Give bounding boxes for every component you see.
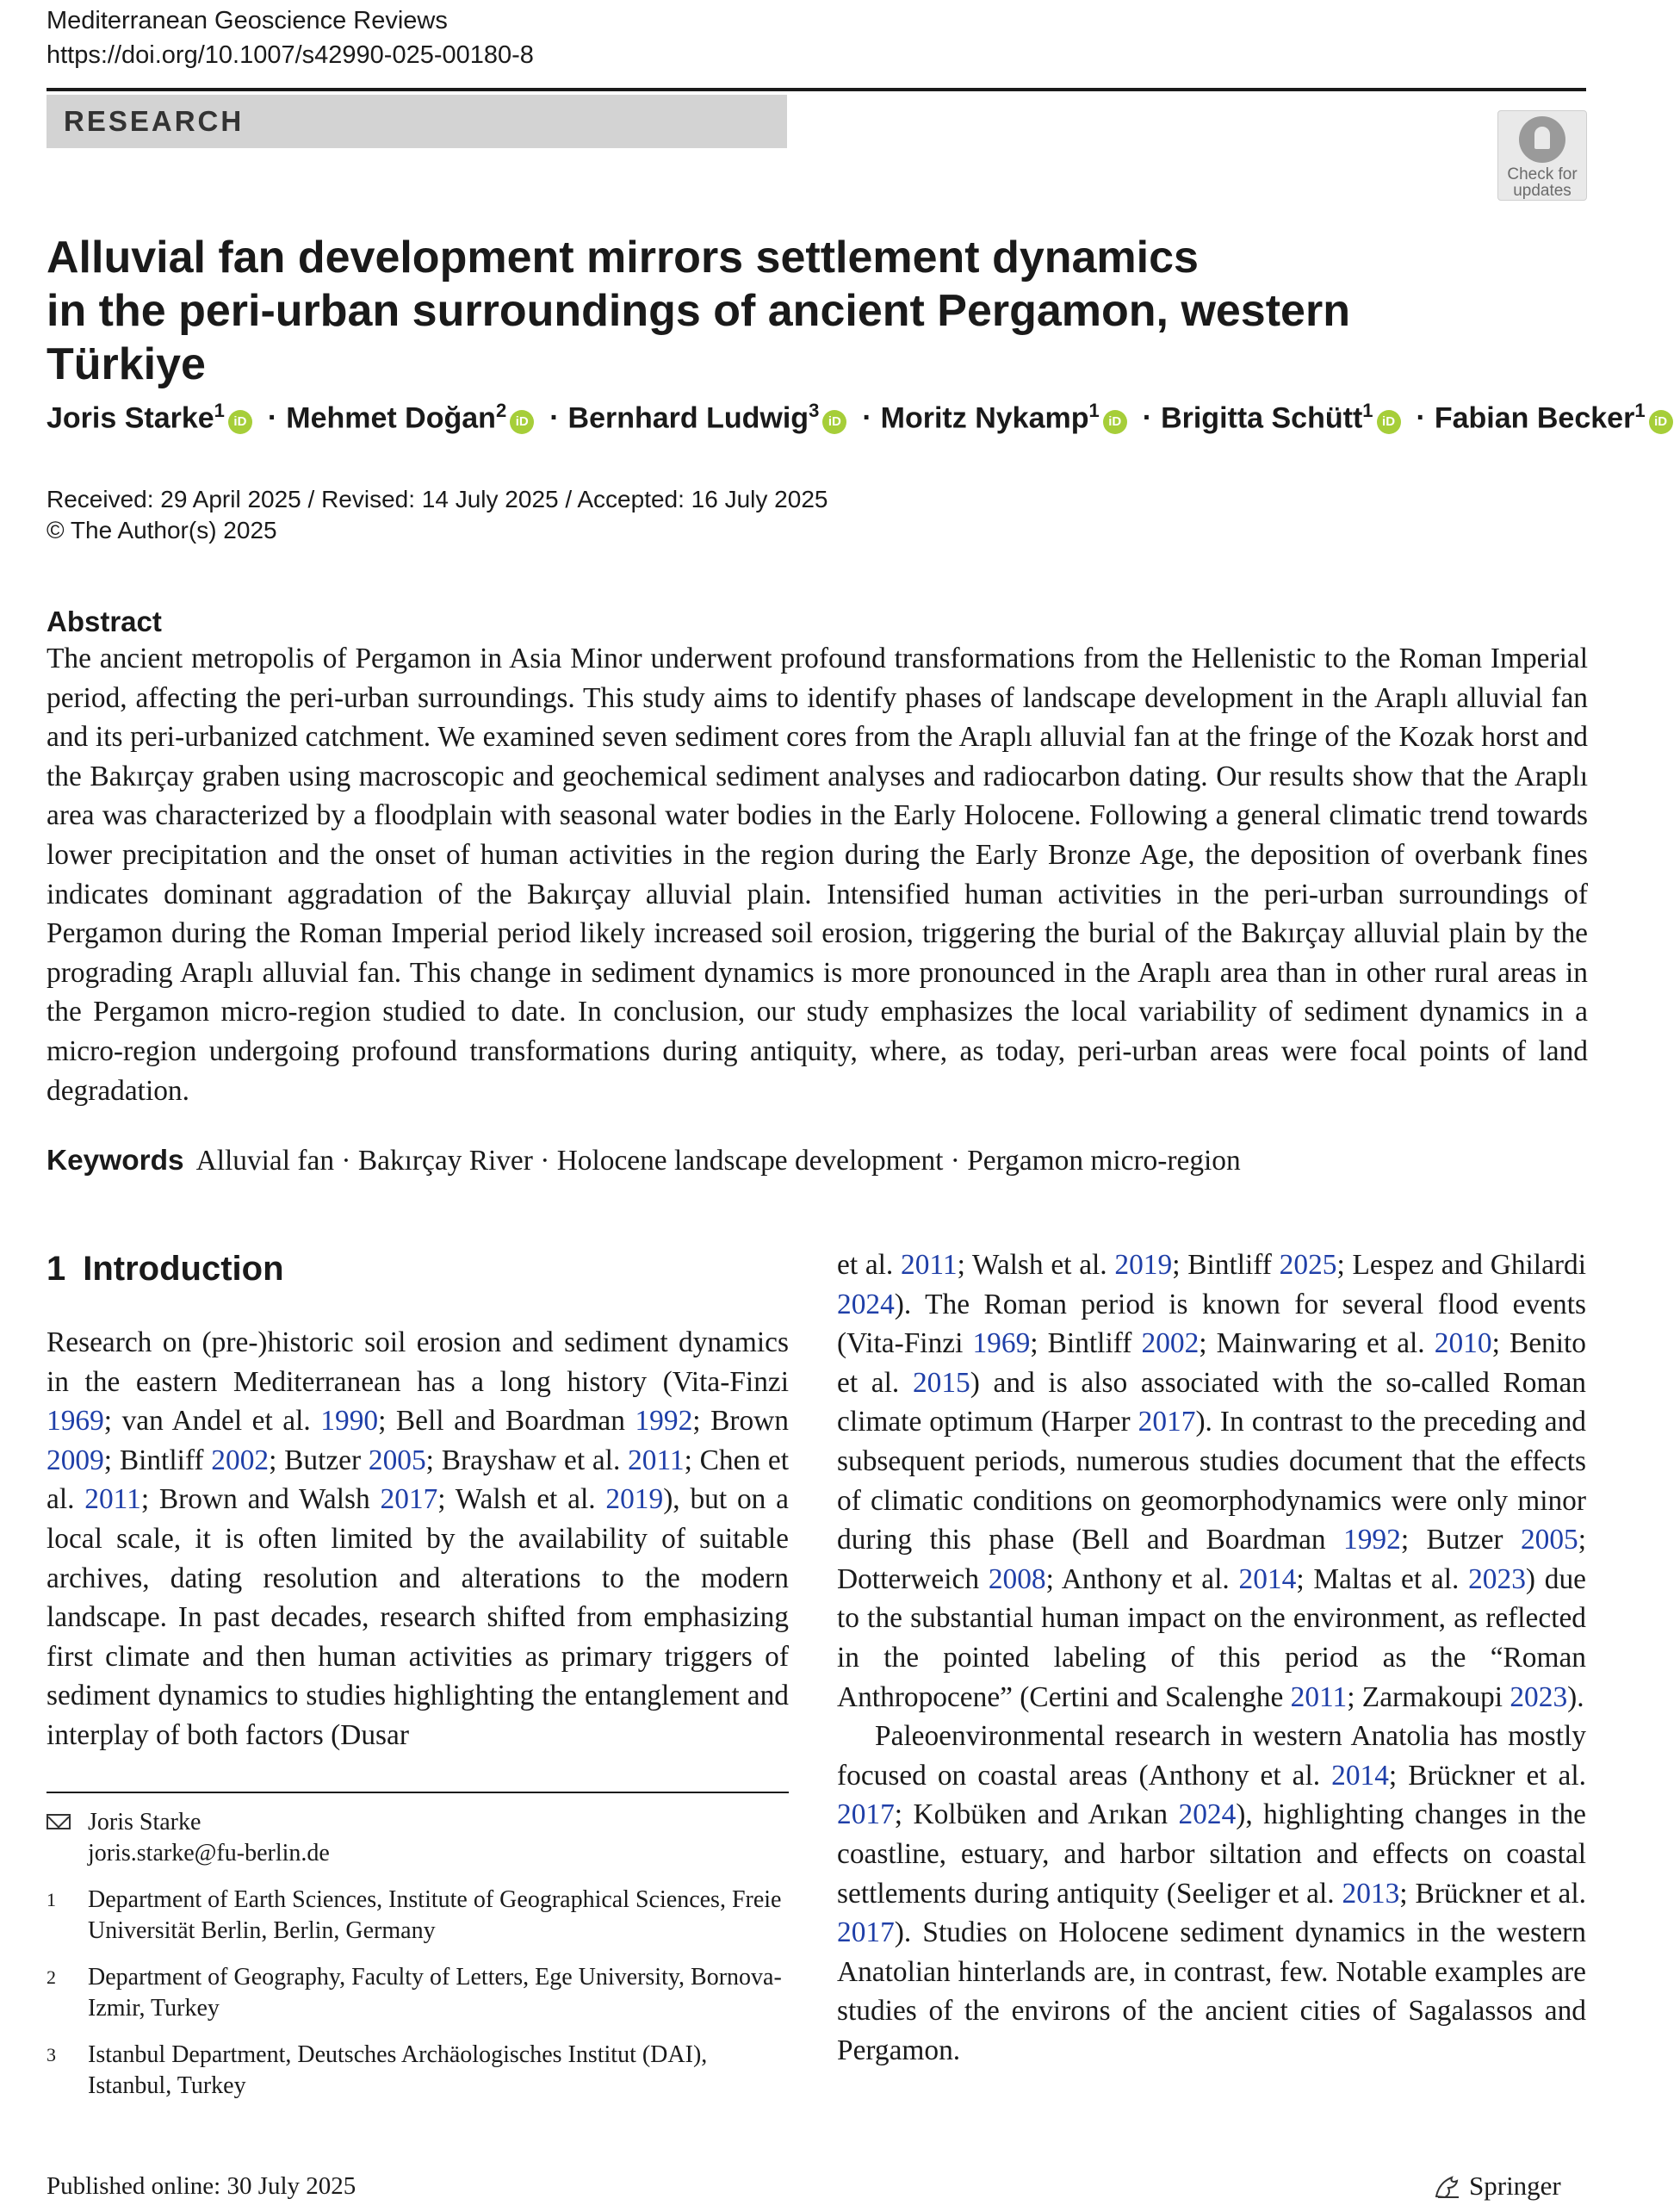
- affiliation-mark: 3: [46, 2044, 56, 2065]
- check-updates-label-1: Check for: [1507, 165, 1578, 183]
- affiliation-2: [46, 1962, 789, 2024]
- keywords-heading: Keywords: [46, 1145, 184, 1177]
- section-number: 1: [46, 1250, 66, 1288]
- affiliation-text: Istanbul Department, Deutsches Archäologisches Institut (DAI), Istanbul, Turkey: [88, 2041, 708, 2099]
- envelope-icon: [46, 1814, 71, 1829]
- section-label: RESEARCH: [64, 105, 245, 137]
- affiliation-text: Department of Earth Sciences, Institute of Geographical Sciences, Freie Universität Berlin, Berlin, Germany: [88, 1886, 782, 1944]
- article-title: [46, 231, 1510, 391]
- keywords: [46, 1142, 1588, 1180]
- footnote-rule: [46, 1792, 789, 1793]
- corresponding-author-email[interactable]: joris.starke@fu-berlin.de: [88, 1840, 330, 1866]
- author-name[interactable]: Joris Starke: [46, 401, 214, 435]
- affiliation-mark: 1: [46, 1889, 56, 1910]
- intro-paragraph-2: Paleoenvironmental research in western Anatolia has mostly focused on coastal areas (Anthony et al. 2014; Brückner et al. 2017; Kolbüken and Arıkan 2024), highlighting changes in the coastline, estuary, and harbor siltation and effects on coastal settlements during antiquity (Seeliger et al. 2013; Brückner et al. 2017). Studies on Holocene sediment dynamics in the western Anatolian hinterlands are, in contrast, few. Notable examples are studies of the environs of the ancient cities of Sagalassos and Pergamon.: [837, 1720, 1586, 2066]
- affiliation-text: Department of Geography, Faculty of Letters, Ege University, Bornova-Izmir, Turkey: [88, 1964, 782, 2022]
- author-affiliation-mark: 1: [214, 400, 225, 421]
- publisher-name: Springer: [1469, 2171, 1561, 2201]
- published-date: Published online: 30 July 2025: [46, 2172, 356, 2200]
- author-affiliation-mark: 1: [1088, 400, 1100, 421]
- check-for-updates-button[interactable]: [1497, 110, 1587, 201]
- title-line-1: Alluvial fan development mirrors settlement dynamics: [46, 233, 1199, 283]
- author-name[interactable]: Fabian Becker: [1434, 401, 1635, 435]
- orcid-icon[interactable]: iD: [822, 410, 846, 434]
- affiliation-mark: 2: [46, 1966, 56, 1988]
- springer-horse-icon: [1433, 2174, 1462, 2200]
- intro-paragraph-1: Research on (pre-)historic soil erosion and sediment dynamics in the eastern Mediterranean has a long history (Vita-Finzi 1969; van Andel et al. 1990; Bell and Boardman 1992; Brown 2009; Bintliff 2002; Butzer 2005; Brayshaw et al. 2011; Chen et al. 2011; Brown and Walsh 2017; Walsh et al. 2019), but on a local scale, it is often limited by the availability of suitable archives, dating resolution and alterations to the modern landscape. In past decades, research shifted from emphasizing first climate and then human activities as primary triggers of sediment dynamics to studies highlighting the entanglement and interplay of both factors (Dusar: [46, 1326, 789, 1751]
- author-list: Joris Starke$^1$iD · Mehmet Doğan$^2$iD · Bernhard Ludwig$^3$iD · Moritz Nykamp$^1$iD · Brigitta Schütt$^1$iD · Fabian Becker$^1$iD: [46, 389, 1596, 439]
- article-dates: Received: 29 April 2025 / Revised: 14 July 2025 / Accepted: 16 July 2025: [46, 486, 828, 512]
- author-affiliation-mark: 2: [495, 400, 507, 421]
- corresponding-author-name: Joris Starke: [88, 1809, 201, 1835]
- author-affiliation-mark: 1: [1362, 400, 1373, 421]
- author-affiliation-mark: 3: [809, 400, 820, 421]
- intro-paragraph-1-cont: et al. 2011; Walsh et al. 2019; Bintliff 2025; Lespez and Ghilardi 2024). The Roman period is known for several flood events (Vita-Finzi 1969; Bintliff 2002; Mainwaring et al. 2010; Benito et al. 2015) and is also associated with the so-called Roman climate optimum (Harper 2017). In contrast to the preceding and subsequent periods, numerous studies document that the effects of climatic conditions on geomorphodynamics were only minor during this phase (Bell and Boardman 1992; Butzer 2005; Dotterweich 2008; Anthony et al. 2014; Maltas et al. 2023) due to the substantial human impact on the environment, as reflected in the pointed labeling of this period as the “Roman Anthropocene” (Certini and Scalenghe 2011; Zarmakoupi 2023).: [837, 1249, 1587, 1713]
- orcid-icon[interactable]: iD: [1377, 410, 1401, 434]
- abstract-text: The ancient metropolis of Pergamon in Asia Minor underwent profound transformations from the Hellenistic to the Roman Imperial period, affecting the peri-urban surroundings. This study aims to identify phases of landscape development in the Araplı alluvial fan and its peri-urbanized catchment. We examined seven sediment cores from the Araplı alluvial fan at the fringe of the Kozak horst and the Bakırçay graben using macroscopic and geochemical sediment analyses and radiocarbon dating. Our results show that the Araplı area was characterized by a floodplain with seasonal water bodies in the Early Holocene. Following a general climatic trend towards lower precipitation and the onset of human activities in the region during the Early Bronze Age, the deposition of overbank fines indicates dominant aggradation of the Bakırçay alluvial plain. Intensified human activities in the peri-urban surroundings of Pergamon during the Roman Imperial period likely increased soil erosion, triggering the burial of the Bakırçay alluvial plain by the prograding Araplı alluvial fan. This change in sediment dynamics is more pronounced in the Araplı area than in other rural areas in the Pergamon micro-region studied to date. In conclusion, our study emphasizes the local variability of sediment dynamics in a micro-region undergoing profound transformations during antiquity, where, as today, peri-urban areas were focal points of land degradation.: [46, 643, 1588, 1107]
- copyright-notice: © The Author(s) 2025: [46, 517, 277, 543]
- doi-link[interactable]: https://doi.org/10.1007/s42990-025-00180-8: [46, 41, 534, 69]
- header-rule: [46, 88, 1586, 91]
- abstract-heading: Abstract: [46, 606, 162, 637]
- title-line-2: in the peri-urban surroundings of ancient Pergamon, western Türkiye: [46, 286, 1350, 389]
- bookmark-icon: [1519, 116, 1565, 163]
- keywords-list: Alluvial fan · Bakırçay River · Holocene landscape development · Pergamon micro-region: [195, 1145, 1241, 1177]
- corresponding-author: [46, 1807, 789, 1869]
- section-title: Introduction: [83, 1250, 284, 1288]
- journal-name: Mediterranean Geoscience Reviews: [46, 7, 448, 34]
- author-name[interactable]: Brigitta Schütt: [1161, 401, 1363, 435]
- footnotes: [46, 1807, 789, 2117]
- affiliation-3: [46, 2040, 789, 2102]
- intro-right-column: [837, 1245, 1586, 2070]
- orcid-icon[interactable]: iD: [1103, 410, 1127, 434]
- check-updates-label-2: updates: [1513, 182, 1572, 200]
- orcid-icon[interactable]: iD: [228, 410, 252, 434]
- affiliation-1: [46, 1885, 789, 1947]
- author-name[interactable]: Moritz Nykamp: [880, 401, 1089, 435]
- author-affiliation-mark: 1: [1634, 400, 1646, 421]
- orcid-icon[interactable]: iD: [510, 410, 534, 434]
- section-heading-introduction: [46, 1245, 284, 1292]
- orcid-icon[interactable]: iD: [1649, 410, 1673, 434]
- author-name[interactable]: Bernhard Ludwig: [567, 401, 809, 435]
- author-name[interactable]: Mehmet Doğan: [286, 401, 496, 435]
- publisher: [1433, 2169, 1561, 2203]
